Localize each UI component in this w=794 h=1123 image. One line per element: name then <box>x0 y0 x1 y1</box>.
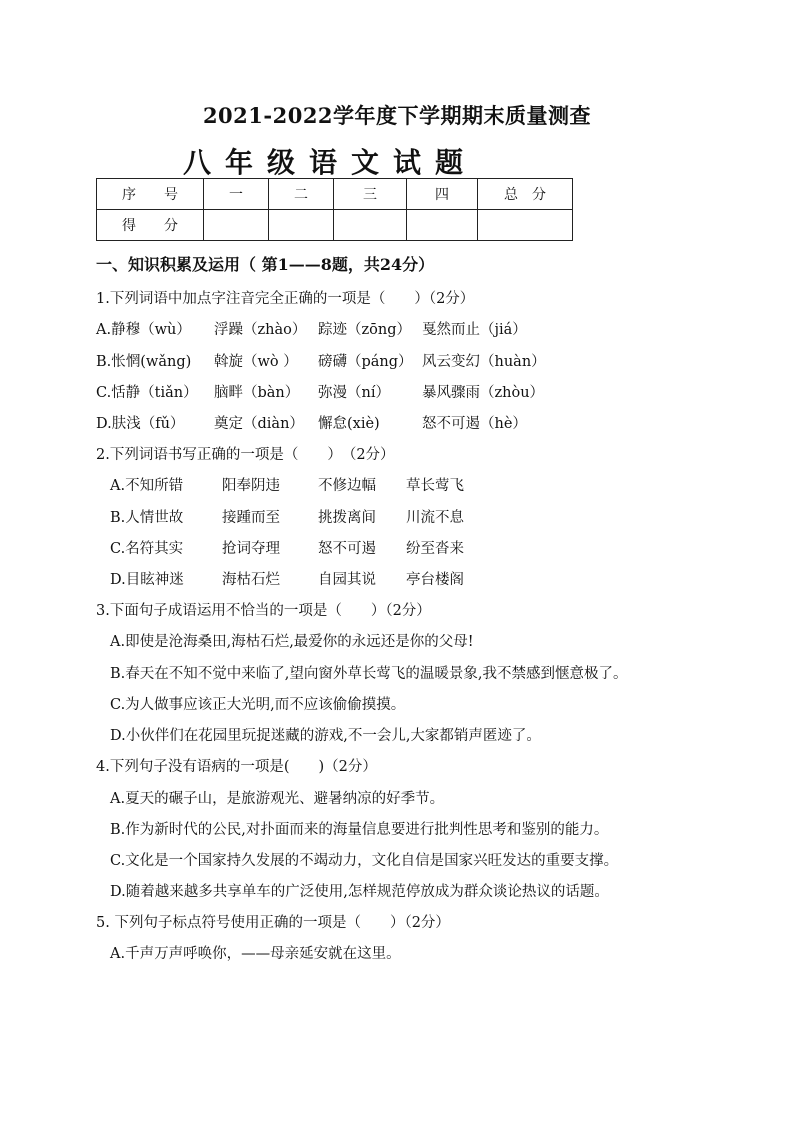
word: 懈怠(xiè) <box>318 416 380 432</box>
question-1-option-a[interactable] <box>96 320 527 340</box>
word: 草长莺飞 <box>406 478 464 494</box>
word: 不修边幅 <box>318 478 376 494</box>
word: 风云变幻（huàn） <box>422 354 546 370</box>
word: 暴风骤雨（zhòu） <box>422 385 545 401</box>
section-1-heading: 一、知识积累及运用（ 第1——8题，共24分） <box>96 255 435 274</box>
question-5-option-a[interactable]: A.千声万声呼唤你，——母亲延安就在这里。 <box>110 946 401 962</box>
word: B.人情世故 <box>110 510 184 526</box>
question-4-option-c[interactable]: C.文化是一个国家持久发展的不竭动力，文化自信是国家兴旺发达的重要支撑。 <box>110 853 619 869</box>
score-cell-3[interactable] <box>334 210 407 241</box>
question-1-option-c[interactable] <box>96 383 544 403</box>
question-4-stem: 4.下列句子没有语病的一项是( )（2分） <box>96 759 377 775</box>
question-1-option-d[interactable] <box>96 414 527 434</box>
word: 怒不可遏（hè） <box>422 416 527 432</box>
score-table-score-row <box>97 210 573 241</box>
question-3-option-c[interactable]: C.为人做事应该正大光明,而不应该偷偷摸摸。 <box>110 697 406 713</box>
score-cell-1[interactable] <box>204 210 269 241</box>
word: D.目眩神迷 <box>110 572 184 588</box>
word: 亭台楼阁 <box>406 572 464 588</box>
word: 纷至沓来 <box>406 541 464 557</box>
header-cell-3: 三 <box>334 179 407 210</box>
question-2-option-c[interactable] <box>110 539 464 559</box>
score-table-header-row <box>97 179 573 210</box>
question-2-option-b[interactable] <box>110 508 464 528</box>
header-cell-total: 总 分 <box>478 179 573 210</box>
word: 抢词夺理 <box>222 541 280 557</box>
question-2-option-a[interactable] <box>110 476 464 496</box>
word: D.肤浅（fǔ） <box>96 416 185 432</box>
word: 怒不可遏 <box>318 541 376 557</box>
question-3-stem: 3.下面句子成语运用不恰当的一项是（ ）（2分） <box>96 603 431 619</box>
word: 挑拨离间 <box>318 510 376 526</box>
question-1-stem: 1.下列词语中加点字注音完全正确的一项是（ ）（2分） <box>96 291 475 307</box>
question-3-option-a[interactable]: A.即使是沧海桑田,海枯石烂,最爱你的永远还是你的父母! <box>110 634 474 650</box>
header-cell-1: 一 <box>204 179 269 210</box>
word: 戛然而止（jiá） <box>422 322 527 338</box>
question-2-stem: 2.下列词语书写正确的一项是（ ） （2分） <box>96 447 395 463</box>
word: 浮躁（zhào） <box>214 322 307 338</box>
word: 奠定（diàn） <box>214 416 304 432</box>
word: C.恬静（tiǎn） <box>96 385 198 401</box>
word: 川流不息 <box>406 510 464 526</box>
word: 阳奉阴违 <box>222 478 280 494</box>
word: 海枯石烂 <box>222 572 280 588</box>
word: 磅礴（páng） <box>318 354 413 370</box>
score-cell-total[interactable] <box>478 210 573 241</box>
word: 斡旋（wò ） <box>214 354 298 370</box>
word: 弥漫（ní） <box>318 385 390 401</box>
question-3-option-b[interactable]: B.春天在不知不觉中来临了,望向窗外草长莺飞的温暖景象,我不禁感到惬意极了。 <box>110 666 628 682</box>
question-3-option-d[interactable]: D.小伙伴们在花园里玩捉迷藏的游戏,不一会儿,大家都销声匿迹了。 <box>110 728 541 744</box>
question-2-option-d[interactable] <box>110 570 464 590</box>
question-4-option-a[interactable]: A.夏天的碾子山，是旅游观光、避暑纳凉的好季节。 <box>110 791 445 807</box>
word: 脑畔（bàn） <box>214 385 300 401</box>
word: C.名符其实 <box>110 541 184 557</box>
word: A.静穆（wù） <box>96 322 191 338</box>
score-cell-2[interactable] <box>269 210 334 241</box>
header-cell-2: 二 <box>269 179 334 210</box>
exam-title: 2021-2022学年度下学期期末质量测查 <box>202 103 592 128</box>
header-cell-number: 序 号 <box>97 179 204 210</box>
question-4-option-b[interactable]: B.作为新时代的公民,对扑面而来的海量信息要进行批判性思考和鉴别的能力。 <box>110 822 609 838</box>
header-cell-4: 四 <box>407 179 478 210</box>
question-4-option-d[interactable]: D.随着越来越多共享单车的广泛使用,怎样规范停放成为群众谈论热议的话题。 <box>110 884 609 900</box>
word: 接踵而至 <box>222 510 280 526</box>
word: 踪迹（zōng） <box>318 322 411 338</box>
word: B.怅惘(wǎng) <box>96 354 192 370</box>
score-table <box>96 178 573 241</box>
exam-subtitle: 八年级语文试题 <box>182 146 477 179</box>
question-1-option-b[interactable] <box>96 352 546 372</box>
question-5-stem: 5. 下列句子标点符号使用正确的一项是（ ）（2分） <box>96 915 450 931</box>
score-label-cell: 得 分 <box>97 210 204 241</box>
word: 自园其说 <box>318 572 376 588</box>
word: A.不知所错 <box>110 478 184 494</box>
score-cell-4[interactable] <box>407 210 478 241</box>
